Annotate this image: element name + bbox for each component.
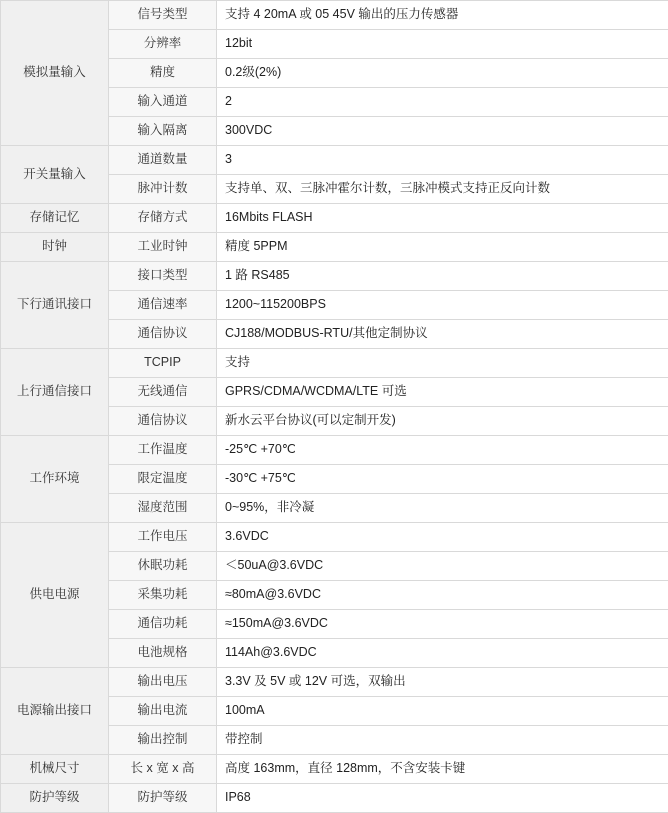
value-cell: -30℃ +75℃ [217, 465, 668, 494]
value-cell: 3 [217, 146, 668, 175]
table-row [1, 436, 668, 465]
parameter-cell: 工业时钟 [109, 233, 217, 262]
parameter-cell: 精度 [109, 59, 217, 88]
value-cell: 3.6VDC [217, 523, 668, 552]
category-cell: 模拟量输入 [1, 1, 109, 146]
value-cell: 0~95%，非冷凝 [217, 494, 668, 523]
category-cell: 下行通讯接口 [1, 262, 109, 349]
parameter-cell: 接口类型 [109, 262, 217, 291]
parameter-cell: 输入通道 [109, 88, 217, 117]
parameter-cell: 通信功耗 [109, 610, 217, 639]
parameter-cell: 工作电压 [109, 523, 217, 552]
parameter-cell: 通信速率 [109, 291, 217, 320]
value-cell: GPRS/CDMA/WCDMA/LTE 可选 [217, 378, 668, 407]
parameter-cell: 信号类型 [109, 1, 217, 30]
table-row [1, 1, 668, 30]
value-cell: CJ188/MODBUS-RTU/其他定制协议 [217, 320, 668, 349]
category-cell: 上行通信接口 [1, 349, 109, 436]
specification-table-body [1, 1, 668, 813]
table-row [1, 523, 668, 552]
category-cell: 机械尺寸 [1, 755, 109, 784]
value-cell: 3.3V 及 5V 或 12V 可选，双输出 [217, 668, 668, 697]
category-cell: 供电电源 [1, 523, 109, 668]
table-row [1, 262, 668, 291]
parameter-cell: 无线通信 [109, 378, 217, 407]
value-cell: 100mA [217, 697, 668, 726]
category-cell: 电源输出接口 [1, 668, 109, 755]
parameter-cell: 限定温度 [109, 465, 217, 494]
value-cell: 1200~115200BPS [217, 291, 668, 320]
parameter-cell: 分辨率 [109, 30, 217, 59]
parameter-cell: 休眠功耗 [109, 552, 217, 581]
value-cell: 16Mbits FLASH [217, 204, 668, 233]
value-cell: 支持 [217, 349, 668, 378]
value-cell: 2 [217, 88, 668, 117]
value-cell: 12bit [217, 30, 668, 59]
parameter-cell: 防护等级 [109, 784, 217, 813]
parameter-cell: 脉冲计数 [109, 175, 217, 204]
table-row [1, 668, 668, 697]
parameter-cell: 输出电流 [109, 697, 217, 726]
table-row [1, 146, 668, 175]
value-cell: ≈150mA@3.6VDC [217, 610, 668, 639]
parameter-cell: 输入隔离 [109, 117, 217, 146]
parameter-cell: 输出控制 [109, 726, 217, 755]
table-row [1, 204, 668, 233]
parameter-cell: 工作温度 [109, 436, 217, 465]
parameter-cell: 通信协议 [109, 320, 217, 349]
category-cell: 工作环境 [1, 436, 109, 523]
value-cell: 114Ah@3.6VDC [217, 639, 668, 668]
parameter-cell: 长 x 宽 x 高 [109, 755, 217, 784]
value-cell: 带控制 [217, 726, 668, 755]
parameter-cell: 采集功耗 [109, 581, 217, 610]
category-cell: 开关量输入 [1, 146, 109, 204]
value-cell: IP68 [217, 784, 668, 813]
category-cell: 存储记忆 [1, 204, 109, 233]
category-cell: 防护等级 [1, 784, 109, 813]
parameter-cell: 输出电压 [109, 668, 217, 697]
category-cell: 时钟 [1, 233, 109, 262]
value-cell: ＜50uA@3.6VDC [217, 552, 668, 581]
parameter-cell: 通道数量 [109, 146, 217, 175]
value-cell: 支持单、双、三脉冲霍尔计数，三脉冲模式支持正反向计数 [217, 175, 668, 204]
value-cell: 高度 163mm，直径 128mm，不含安装卡键 [217, 755, 668, 784]
value-cell: 支持 4 20mA 或 05 45V 输出的压力传感器 [217, 1, 668, 30]
table-row [1, 349, 668, 378]
value-cell: -25℃ +70℃ [217, 436, 668, 465]
value-cell: 1 路 RS485 [217, 262, 668, 291]
parameter-cell: 电池规格 [109, 639, 217, 668]
table-row [1, 784, 668, 813]
parameter-cell: 存储方式 [109, 204, 217, 233]
value-cell: 0.2级(2%) [217, 59, 668, 88]
value-cell: 精度 5PPM [217, 233, 668, 262]
parameter-cell: TCPIP [109, 349, 217, 378]
table-row [1, 233, 668, 262]
parameter-cell: 湿度范围 [109, 494, 217, 523]
value-cell: 300VDC [217, 117, 668, 146]
value-cell: ≈80mA@3.6VDC [217, 581, 668, 610]
value-cell: 新水云平台协议(可以定制开发) [217, 407, 668, 436]
parameter-cell: 通信协议 [109, 407, 217, 436]
